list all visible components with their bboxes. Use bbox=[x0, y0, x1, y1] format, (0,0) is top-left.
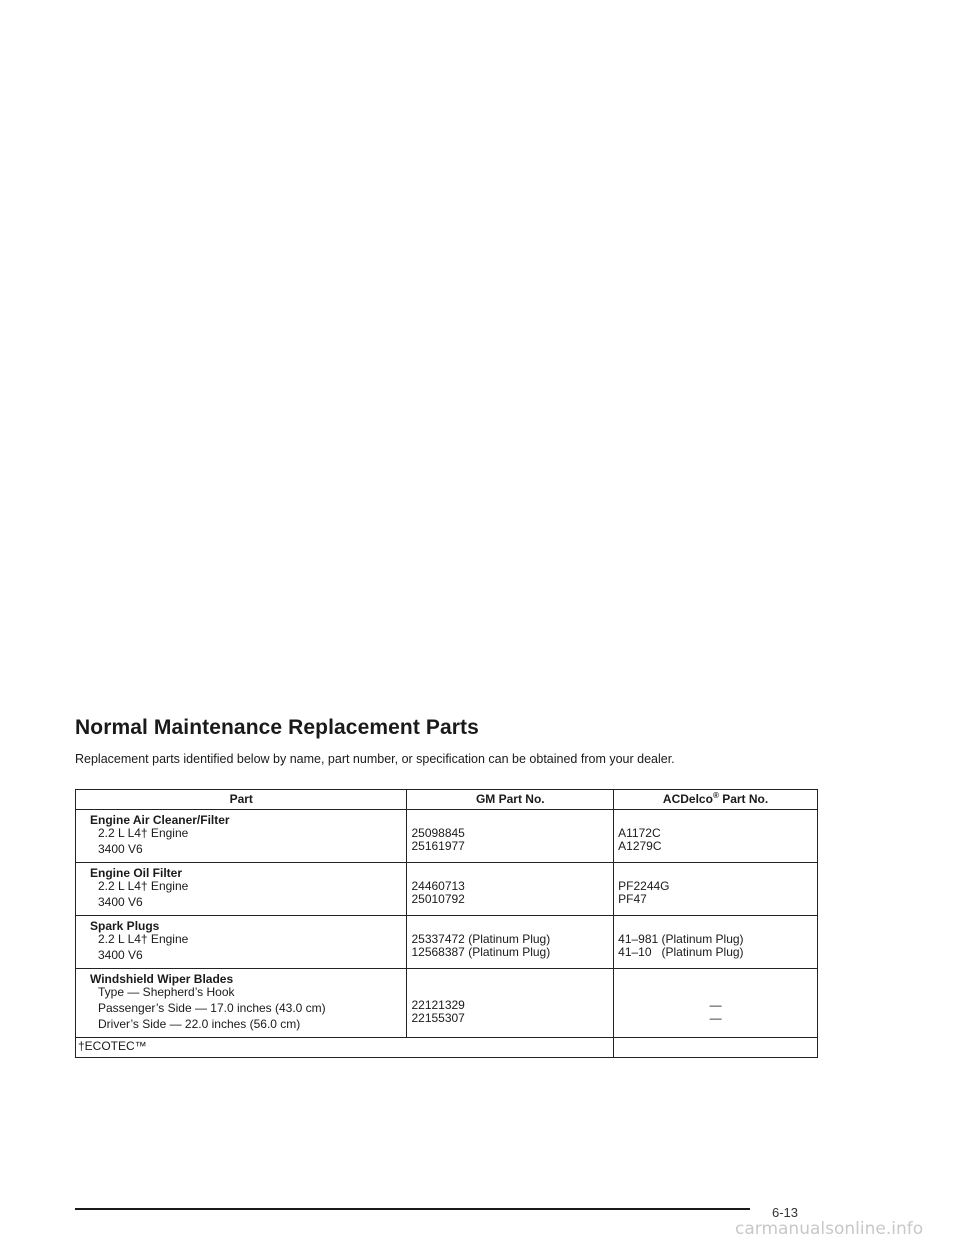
part-sub: Passenger’s Side — 17.0 inches (43.0 cm) bbox=[98, 1001, 326, 1015]
part-sub: Type — Shepherd’s Hook bbox=[98, 985, 235, 999]
footer-rule bbox=[75, 1208, 750, 1210]
registered-mark: ® bbox=[712, 791, 719, 800]
gm-part-cell bbox=[407, 863, 614, 916]
gm-part-cell bbox=[407, 969, 614, 1038]
part-sub: 2.2 L L4† Engine bbox=[98, 826, 189, 840]
gm-part-number: 25010792 bbox=[411, 892, 465, 906]
table-row bbox=[76, 969, 818, 1038]
gm-part-number: 25337472 (Platinum Plug) bbox=[411, 932, 551, 946]
gm-part-number: 12568387 (Platinum Plug) bbox=[411, 945, 551, 959]
gm-part-number: 24460713 bbox=[411, 879, 465, 893]
gm-part-number: 22155307 bbox=[411, 1011, 465, 1025]
part-sub: Driver’s Side — 22.0 inches (56.0 cm) bbox=[98, 1017, 301, 1031]
acdelco-part-cell bbox=[614, 916, 818, 969]
section-intro: Replacement parts identified below by name, part number, or specification can be obtained from your dealer. bbox=[75, 752, 675, 766]
page-number: 6-13 bbox=[772, 1205, 799, 1220]
gm-part-number: 25161977 bbox=[411, 839, 465, 853]
header-acdelco-part-no bbox=[614, 790, 818, 810]
gm-part-number: 22121329 bbox=[411, 998, 465, 1012]
table-header-row bbox=[76, 790, 818, 810]
part-sub: 3400 V6 bbox=[98, 842, 143, 856]
acdelco-part-cell bbox=[614, 863, 818, 916]
part-sub: 3400 V6 bbox=[98, 895, 143, 909]
acdelco-part-number: — bbox=[709, 998, 722, 1012]
watermark: carmanualsonline.info bbox=[735, 1219, 924, 1239]
empty-cell bbox=[614, 1038, 818, 1058]
acdelco-part-number: A1172C bbox=[618, 826, 661, 840]
replacement-parts-table bbox=[75, 789, 818, 1058]
part-cell bbox=[76, 969, 407, 1038]
table-row bbox=[76, 916, 818, 969]
table-row bbox=[76, 810, 818, 863]
header-gm-part-no: GM Part No. bbox=[407, 790, 614, 810]
acdelco-part-number: — bbox=[709, 1011, 722, 1025]
acdelco-part-number: 41–981 (Platinum Plug) bbox=[618, 932, 744, 946]
section-title: Normal Maintenance Replacement Parts bbox=[75, 716, 479, 739]
gm-part-cell bbox=[407, 810, 614, 863]
part-cell bbox=[76, 810, 407, 863]
table-row bbox=[76, 863, 818, 916]
part-cell bbox=[76, 863, 407, 916]
gm-part-number: 25098845 bbox=[411, 826, 465, 840]
acdelco-part-cell bbox=[614, 810, 818, 863]
part-title: Spark Plugs bbox=[90, 919, 160, 933]
part-sub: 2.2 L L4† Engine bbox=[98, 879, 189, 893]
header-part: Part bbox=[76, 790, 407, 810]
footnote-row bbox=[76, 1038, 818, 1058]
part-cell bbox=[76, 916, 407, 969]
part-sub: 3400 V6 bbox=[98, 948, 143, 962]
header-acdelco-brand: ACDelco bbox=[662, 792, 713, 806]
part-sub: 2.2 L L4† Engine bbox=[98, 932, 189, 946]
acdelco-part-number: PF47 bbox=[618, 892, 647, 906]
part-title: Windshield Wiper Blades bbox=[90, 972, 234, 986]
acdelco-part-number: A1279C bbox=[618, 839, 662, 853]
acdelco-part-number: 41–10 (Platinum Plug) bbox=[618, 945, 744, 959]
part-title: Engine Air Cleaner/Filter bbox=[90, 813, 230, 827]
footnote-cell: †ECOTEC™ bbox=[76, 1038, 614, 1058]
acdelco-part-cell bbox=[614, 969, 818, 1038]
acdelco-part-number: PF2244G bbox=[618, 879, 670, 893]
header-acdelco-suffix: Part No. bbox=[722, 792, 769, 806]
part-title: Engine Oil Filter bbox=[90, 866, 183, 880]
gm-part-cell bbox=[407, 916, 614, 969]
